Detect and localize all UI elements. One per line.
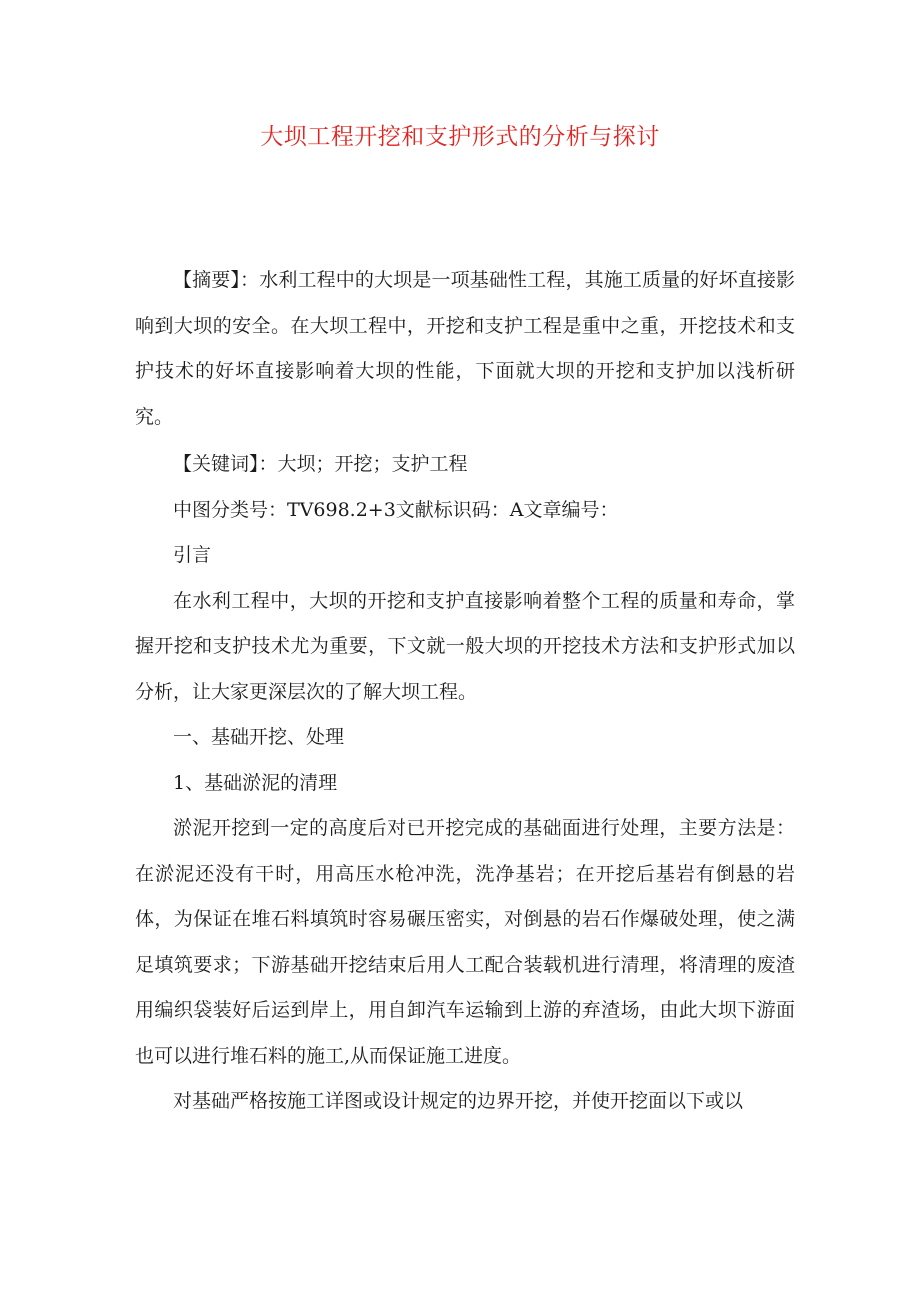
subsection-heading: 1、基础淤泥的清理	[173, 771, 338, 794]
classification-paragraph: 中图分类号：TV698.2+3文献标识码：A文章编号：	[173, 498, 619, 521]
section-heading: 一、基础开挖、处理	[173, 726, 345, 748]
introduction-heading: 引言	[173, 544, 212, 566]
document-title: 大坝工程开挖和支护形式的分析与探讨	[260, 124, 660, 150]
keywords-paragraph: 【关键词】：大坝；开挖；支护工程	[173, 453, 468, 475]
document-body	[135, 258, 795, 1125]
abstract-paragraph: 【摘要】：水利工程中的大坝是一项基础性工程，其施工质量的好坏直接影响到大坝的安全。在大坝工程中，开挖和支护工程是重中之重，开挖技术和支护技术的好坏直接影响着大坝的性能，下面就大坝的开挖和支护加以浅析研究。	[135, 269, 795, 428]
body-paragraph: 淤泥开挖到一定的高度后对已开挖完成的基础面进行处理，主要方法是：在淤泥还没有干时，用高压水枪冲洗，洗净基岩；在开挖后基岩有倒悬的岩体，为保证在堆石料填筑时容易碾压密实，对倒悬的岩石作爆破处理，使之满足填筑要求；下游基础开挖结束后用人工配合装载机进行清理，将清理的废渣用编织袋装好后运到岸上，用自卸汽车运输到上游的弃渣场，由此大坝下游面也可以进行堆石料的施工,从而保证施工进度。	[135, 817, 795, 1067]
body-paragraph: 对基础严格按施工详图或设计规定的边界开挖，并使开挖面以下或以	[173, 1090, 744, 1112]
introduction-paragraph: 在水利工程中，大坝的开挖和支护直接影响着整个工程的质量和寿命，掌握开挖和支护技术尤为重要，下文就一般大坝的开挖技术方法和支护形式加以分析，让大家更深层次的了解大坝工程。	[135, 589, 795, 703]
